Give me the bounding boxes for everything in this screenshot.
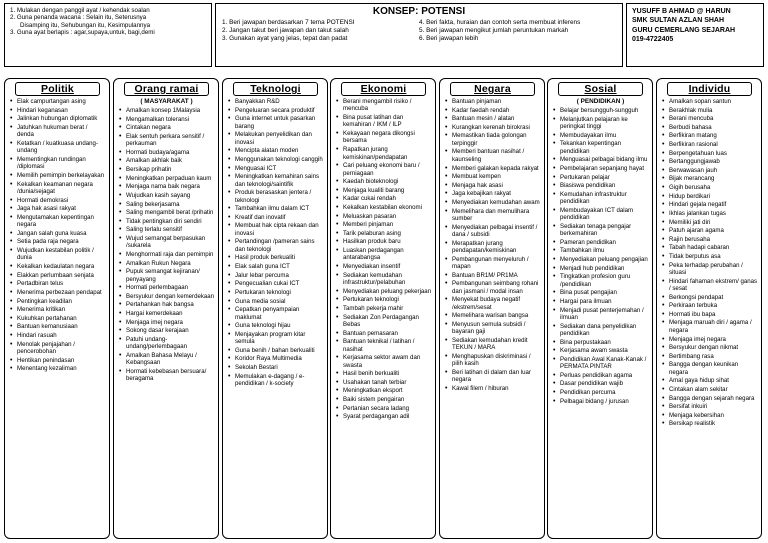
konsep-item: 6. Beri jawapan lebih — [419, 35, 479, 43]
list-item: • Kerjasama sektor awam dan swasta — [335, 354, 432, 369]
list-item: • Memastikan tiada golongan terpinggir — [444, 132, 541, 147]
list-item: • Wujud semangat berpasukan /sukarela — [118, 235, 215, 250]
list-item: • Berani mencuba — [661, 115, 758, 122]
list-item: • Kawal filem / hiburan — [444, 385, 541, 392]
list-item: • Berkongsi pendapat — [661, 294, 758, 301]
column-item-list — [9, 98, 106, 373]
list-item: • Kadar faedah rendah — [444, 107, 541, 114]
list-item: • Bangga dengan sejarah negara — [661, 395, 758, 402]
list-item: • Pendidikan percuma — [552, 389, 649, 396]
list-item: • Elak campurtangan asing — [9, 98, 106, 105]
list-item: • Jaga kebajikan rakyat — [444, 190, 541, 197]
list-item: • Hormati budaya/agama — [118, 149, 215, 156]
list-item: • Kukuhkan pertahanan — [9, 315, 106, 322]
list-item: • Sediakan kemudahan kredit TEKUN / MARA — [444, 337, 541, 352]
author-phone: 019-4722405 — [632, 36, 674, 44]
list-item: • Hormati kebebasan bersuara/ beragama — [118, 368, 215, 383]
list-item: • Belajar bersungguh-sungguh — [552, 107, 649, 114]
list-item: • Memelihara warisan bangsa — [444, 312, 541, 319]
list-item: • Tingkatkan profesion guru /pendidikan — [552, 273, 649, 288]
konsep-item: 3. Gunakan ayat yang jelas, tepat dan padat — [222, 35, 348, 43]
list-item: • Bina perpustakaan — [552, 339, 649, 346]
theme-column — [222, 78, 328, 539]
list-item: • Kemudahan infrastruktur pendidikan — [552, 191, 649, 206]
list-item: • Dasar pendidikan wajib — [552, 380, 649, 387]
column-subtitle: ( MASYARAKAT ) — [140, 98, 193, 105]
list-item: • Setia pada raja negara — [9, 238, 106, 245]
list-item: • Memberi galakan kepada rakyat — [444, 165, 541, 172]
list-item: • Banyakkan R&D — [227, 98, 324, 105]
list-item: • Pengecualian cukai ICT — [227, 280, 324, 287]
list-item: • Biasiswa pendidikan — [552, 182, 649, 189]
list-item: • Amal gaya hidup sihat — [661, 377, 758, 384]
list-item: • Meningkatkan kemahiran sains dan teknologi/saintifik — [227, 173, 324, 188]
column-item-list — [661, 98, 758, 428]
list-item: • Pertanian secara ladang — [335, 405, 432, 412]
list-item: • Koridor Raya Multimedia — [227, 355, 324, 362]
list-item: • Peka terhadap perubahan / situasi — [661, 262, 758, 277]
list-item: • Berani mengambil risiko / mencuba — [335, 98, 432, 113]
theme-column — [547, 78, 653, 539]
list-item: • Hindari gejala negatif — [661, 201, 758, 208]
list-item: • Menyediakan peluang pengajian — [552, 256, 649, 263]
list-item: • Menjaga nama baik negara — [118, 183, 215, 190]
list-item: • Guna teknologi hijau — [227, 322, 324, 329]
list-item: • Elak salah guna ICT — [227, 263, 324, 270]
list-item: • Amalkan Rukun Negara — [118, 260, 215, 267]
list-item: • Baiki sistem pengairan — [335, 396, 432, 403]
list-item: • Tarik pelaburan asing — [335, 230, 432, 237]
list-item: • Kekalkan kestabilan ekonomi — [335, 204, 432, 211]
list-item: • Kadar cukai rendah — [335, 195, 432, 202]
list-item: • Menjaga kebersihan — [661, 412, 758, 419]
list-item: • Pertukaran teknologi — [335, 296, 432, 303]
list-item: • Merapatkan jurang pendapatan/kemiskinan — [444, 240, 541, 255]
list-item: • Bijak merancang — [661, 175, 758, 182]
list-item: • Pentingkan keadilan — [9, 298, 106, 305]
list-item: • Menyediakan peluang pekerjaan — [335, 288, 432, 295]
list-item: • Melakukan penyelidikan dan inovasi — [227, 131, 324, 146]
list-item: • Sokong dasar kerajaan — [118, 327, 215, 334]
list-item: • Usahakan tanah terbiar — [335, 379, 432, 386]
list-item: • Luaskan perdagangan antarabangsa — [335, 247, 432, 262]
list-item: • Pameran pendidikan — [552, 239, 649, 246]
theme-column — [113, 78, 219, 539]
list-item: • Syarat perdagangan adil — [335, 413, 432, 420]
list-item: • Jalinkan hubungan diplomatik — [9, 115, 106, 122]
konsep-item: 5. Beri jawapan mengikut jumlah peruntukan markah — [419, 27, 569, 35]
list-item: • Sediakan kemudahan infrastruktur/pelabuhan — [335, 272, 432, 287]
list-item: • Menguasai pelbagai bidang ilmu — [552, 156, 649, 163]
list-item: • Sekolah Bestari — [227, 364, 324, 371]
author-name: YUSUFF B AHMAD @ HARUN — [632, 8, 731, 15]
list-item: • Menggunakan teknologi canggih — [227, 156, 324, 163]
list-item: • Jangan salah guna kuasa — [9, 230, 106, 237]
list-item: • Rapatkan jurang kemiskinan/pendapatan — [335, 146, 432, 161]
konsep-list-right — [419, 19, 616, 44]
list-item: • Amalkan konsep 1Malaysia — [118, 107, 215, 114]
list-item: • Tekankan kepentingan pendidikan — [552, 140, 649, 155]
tip-line-1: 1. Mulakan dengan panggil ayat / kehendak soalan — [10, 7, 150, 14]
list-item: • Mengutamakan kepentingan negara — [9, 214, 106, 229]
list-item: • Pendidikan Awal Kanak-Kanak / PERMATA PINTAR — [552, 356, 649, 371]
column-title: Politik — [15, 82, 100, 96]
list-item: • Membuat kempen — [444, 173, 541, 180]
list-item: • Menyediakan insentif — [335, 263, 432, 270]
list-item: • Cari peluang ekonomi baru / perniagaan — [335, 162, 432, 177]
list-item: • Pertukaran pelajar — [552, 174, 649, 181]
list-item: • Cintakan negara — [118, 124, 215, 131]
list-item: • Bersikap prihatin — [118, 166, 215, 173]
list-item: • Tidak pentingkan diri sendiri — [118, 218, 215, 225]
list-item: • Ikhlas jalankan tugas — [661, 210, 758, 217]
list-item: • Guna internet untuk pasarkan barang — [227, 115, 324, 130]
list-item: • Hindari rasuah — [9, 332, 106, 339]
list-item: • Pertahankan hak bangsa — [118, 301, 215, 308]
column-item-list — [335, 98, 432, 421]
list-item: • Amalkan akhlak baik — [118, 157, 215, 164]
konsep-list-left — [222, 19, 419, 44]
konsep-item: 4. Beri fakta, huraian dan contoh serta membuat inferens — [419, 19, 581, 26]
list-item: • Sediakan Zon Perdagangan Bebas — [335, 314, 432, 329]
column-title: Teknologi — [233, 82, 318, 96]
list-item: • Pelbagai bidang / jurusan — [552, 398, 649, 405]
list-item: • Hindari fahaman ekstrem/ ganas / sesat — [661, 278, 758, 293]
list-item: • Patuh ajaran agama — [661, 227, 758, 234]
list-item: • Menyekat budaya negatif /ekstrem/sesat — [444, 296, 541, 311]
list-item: • Bangga dengan keunikan negara — [661, 361, 758, 376]
list-item: • Elakkan perlumbaan senjata — [9, 272, 106, 279]
list-item: • Meningkatkan perpaduan kaum — [118, 175, 215, 182]
list-item: • Menjaga maruah diri / agama / negara — [661, 319, 758, 334]
list-item: • Tambahkan ilmu — [552, 247, 649, 254]
list-item: • Mengamalkan toleransi — [118, 116, 215, 123]
list-item: • Memulakan e-dagang / e-pendidikan / k-society — [227, 373, 324, 388]
list-item: • Kreatif dan inovatif — [227, 214, 324, 221]
column-title: Individu — [667, 82, 752, 96]
list-item: • Tabah hadapi cabaran — [661, 244, 758, 251]
list-item: • Saling mengambil berat /prihatin — [118, 209, 215, 216]
list-item: • Tambah pekerja mahir — [335, 305, 432, 312]
list-item: • Menghapuskan diskriminasi / pilih kasih — [444, 353, 541, 368]
list-item: • Hormati perlembagaan — [118, 284, 215, 291]
list-item: • Berakhlak mulia — [661, 107, 758, 114]
list-item: • Menjaga kualiti barang — [335, 187, 432, 194]
list-item: • Kekayaan negara dikongsi bersama — [335, 130, 432, 145]
list-item: • Mencipta alatan moden — [227, 147, 324, 154]
list-item: • Bantuan BR1M/ PR1MA — [444, 272, 541, 279]
list-item: • Hidup berdikari — [661, 193, 758, 200]
tip-line-4: 3. Guna ayat berlapis : agar,supaya,untuk, bagi,demi — [10, 29, 155, 37]
list-item: • Menjadi hub pendidikan — [552, 265, 649, 272]
column-title: Orang ramai — [124, 82, 209, 96]
list-item: • Memiliki jati diri — [661, 219, 758, 226]
list-item: • Menerima kritikan — [9, 306, 106, 313]
theme-column — [4, 78, 110, 539]
list-item: • Bersyukur dengan kemerdekaan — [118, 293, 215, 300]
writing-tips-box — [4, 3, 212, 67]
list-item: • Bantuan kemanusiaan — [9, 323, 106, 330]
list-item: • Menjadi pusat penterjemahan / ilmuan — [552, 307, 649, 322]
list-item: • Menyediakan pelbagai insentif / dana / subsidi — [444, 224, 541, 239]
list-item: • Gigih berusaha — [661, 184, 758, 191]
list-item: • Pertandingan /pameran sains dan teknologi — [227, 238, 324, 253]
list-item: • Wujudkan kestabilan politik / dunia — [9, 247, 106, 262]
list-item: • Bantuan teknikal / latihan / nasihat — [335, 338, 432, 353]
list-item: • Pupuk semangat kejiranan/ penyayang — [118, 268, 215, 283]
list-item: • Hasil produk berkualiti — [227, 254, 324, 261]
list-item: • Bersifat inkuiri — [661, 403, 758, 410]
list-item: • Mementingkan rundingan /diplomasi — [9, 156, 106, 171]
list-item: • Memelihara dan memulihara sumber — [444, 208, 541, 223]
column-item-list — [118, 107, 215, 383]
list-item: • Membuat hak cipta rekaan dan inovasi — [227, 222, 324, 237]
list-item: • Meluaskan pasaran — [335, 213, 432, 220]
list-item: • Kurangkan kerenah birokrasi — [444, 124, 541, 131]
list-item: • Bantuan mesin / alatan — [444, 115, 541, 122]
konsep-item: 1. Beri jawapan berdasarkan 7 tema POTENSI — [222, 19, 355, 26]
list-item: • Menjayakan program kitar semula — [227, 331, 324, 346]
list-item: • Hormati ibu bapa — [661, 311, 758, 318]
theme-column — [656, 78, 762, 539]
author-box — [626, 3, 764, 67]
list-item: • Berpengetahuan luas — [661, 150, 758, 157]
list-item: • Berfikiran matang — [661, 132, 758, 139]
list-item: • Bersyukur dengan nikmat — [661, 344, 758, 351]
list-item: • Kerjasama awam swasta — [552, 347, 649, 354]
list-item: • Kekalkan kedaulatan negara — [9, 263, 106, 270]
list-item: • Menjaga imej negara — [661, 336, 758, 343]
list-item: • Saling bekerjasama — [118, 201, 215, 208]
list-item: • Pembelajaran sepanjang hayat — [552, 165, 649, 172]
list-item: • Pertadbiran telus — [9, 280, 106, 287]
list-item: • Tambahkan ilmu dalam ICT — [227, 205, 324, 212]
list-item: • Hargai para ilmuan — [552, 298, 649, 305]
list-item: • Memberi bantuan nasihat / kaunseling — [444, 148, 541, 163]
tip-line-3: Disamping itu, Sehubungan itu, Kesimpulannya — [20, 21, 151, 29]
list-item: • Perkiraan terbuka — [661, 302, 758, 309]
list-item: • Menguasai ICT — [227, 165, 324, 172]
list-item: • Jatuhkan hukuman berat / denda — [9, 124, 106, 139]
list-item: • Membudayakan ilmu — [552, 132, 649, 139]
author-title: GURU CEMERLANG SEJARAH — [632, 26, 736, 34]
list-item: • Bina pusat pengajian — [552, 289, 649, 296]
list-item: • Produk berasaskan jentera / teknologi — [227, 189, 324, 204]
list-item: • Sediakan dana penyelidikan pendidikan — [552, 323, 649, 338]
list-item: • Hasilkan produk baru — [335, 238, 432, 245]
list-item: • Hasil benih berkualiti — [335, 370, 432, 377]
list-item: • Jaga hak asasi rakyat — [9, 205, 106, 212]
list-item: • Menyediakan kemudahan awam — [444, 199, 541, 206]
tip-line-2: 2. Guna penanda wacana : Selain itu, Seterusnya — [10, 14, 147, 22]
list-item: • Ketatkan / kuatkuasa undang-undang — [9, 140, 106, 155]
list-item: • Pertukaran teknologi — [227, 289, 324, 296]
list-item: • Menentang kezaliman — [9, 365, 106, 372]
column-item-list — [227, 98, 324, 387]
konsep-title: KONSEP: POTENSI — [372, 6, 466, 17]
list-item: • Bantuan pemasaran — [335, 330, 432, 337]
list-item: • Menghormati raja dan pemimpin — [118, 251, 215, 258]
list-item: • Hormati demokrasi — [9, 197, 106, 204]
list-item: • Beri latihan di dalam dan luar negara — [444, 369, 541, 384]
list-item: • Hentikan penindasan — [9, 357, 106, 364]
list-item: • Cintakan alam sekitar — [661, 386, 758, 393]
list-item: • Berwawasan jauh — [661, 167, 758, 174]
column-item-list — [552, 107, 649, 405]
list-item: • Pengeluaran secara produktif — [227, 107, 324, 114]
list-item: • Sediakan tenaga pengajar berkemahiran — [552, 223, 649, 238]
list-item: • Bersikap realistik — [661, 420, 758, 427]
list-item: • Bantuan pinjaman — [444, 98, 541, 105]
konsep-item: 2. Jangan takut beri jawapan dan takut salah — [222, 27, 349, 35]
konsep-box — [215, 3, 623, 67]
list-item: • Menyusun semula subsidi / bayaran gaji — [444, 321, 541, 336]
list-item: • Menjaga imej negara — [118, 319, 215, 326]
list-item: • Patuhi undang-undang/perlembagaan — [118, 336, 215, 351]
column-title: Sosial — [558, 82, 643, 96]
list-item: • Kekalkan keamanan negara /dunia/sejagat — [9, 181, 106, 196]
list-item: • Hindari keganasan — [9, 107, 106, 114]
list-item: • Berfikiran rasional — [661, 141, 758, 148]
list-item: • Menjaga hak asasi — [444, 182, 541, 189]
list-item: • Pembangunan menyeluruh / mapan — [444, 256, 541, 271]
column-title: Negara — [450, 82, 535, 96]
list-item: • Kaedah bioteknologi — [335, 178, 432, 185]
column-item-list — [444, 98, 541, 393]
list-item: • Bertanggungjawab — [661, 158, 758, 165]
list-item: • Saling terlalu sensitif — [118, 226, 215, 233]
list-item: • Bina pusat latihan dan kemahiran / IKM / ILP — [335, 114, 432, 129]
list-item: • Memilih pemimpin berkelayakan — [9, 172, 106, 179]
list-item: • Melanjutkan pelajaran ke peringkat tinggi — [552, 116, 649, 131]
list-item: • Guna media sosial — [227, 298, 324, 305]
list-item: • Amalkan Bahasa Melayu / Kebangsaan — [118, 352, 215, 367]
theme-column — [330, 78, 436, 539]
author-school: SMK SULTAN AZLAN SHAH — [632, 17, 725, 25]
list-item: • Pembangunan seimbang rohani dan jasmani / modal insan — [444, 280, 541, 295]
list-item: • Menolak penjajahan / pencerobohan — [9, 341, 106, 356]
theme-column — [439, 78, 545, 539]
column-subtitle: ( PENDIDIKAN ) — [576, 98, 625, 105]
list-item: • Rajin berusaha — [661, 236, 758, 243]
list-item: • Menerima perbezaan pendapat — [9, 289, 106, 296]
list-item: • Amalkan sopan santun — [661, 98, 758, 105]
list-item: • Wujudkan kasih sayang — [118, 192, 215, 199]
list-item: • Berbudi bahasa — [661, 124, 758, 131]
list-item: • Memberi pinjaman — [335, 221, 432, 228]
list-item: • Elak sentuh perkara sensitif / perkauman — [118, 133, 215, 148]
list-item: • Tidak berputus asa — [661, 253, 758, 260]
list-item: • Membudayakan ICT dalam pendidikan — [552, 207, 649, 222]
list-item: • Hargai kemerdekaan — [118, 310, 215, 317]
column-title: Ekonomi — [341, 82, 426, 96]
list-item: • Cepatkan penyampaian maklumat — [227, 306, 324, 321]
list-item: • Meningkatkan eksport — [335, 387, 432, 394]
list-item: • Guna benih / bahan berkualiti — [227, 347, 324, 354]
list-item: • Jalur lebar percuma — [227, 272, 324, 279]
list-item: • Bertimbang rasa — [661, 353, 758, 360]
list-item: • Perluas pendidikan agama — [552, 372, 649, 379]
